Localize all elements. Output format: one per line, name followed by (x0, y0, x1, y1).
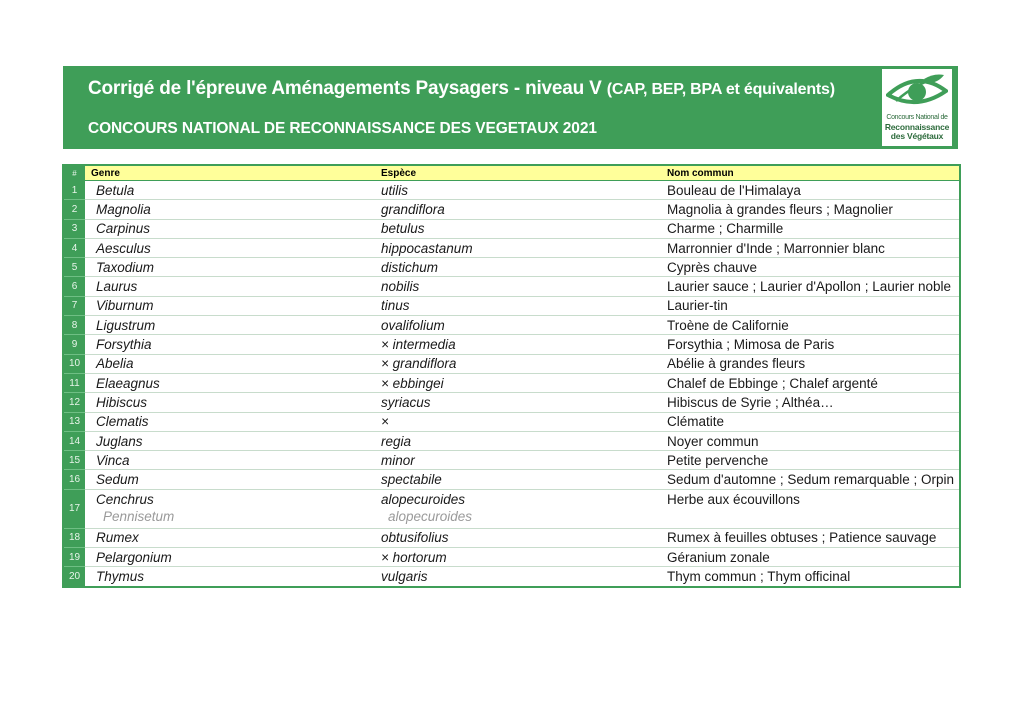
table-row (63, 431, 960, 450)
row-number: 12 (63, 393, 85, 412)
table-row (63, 277, 960, 296)
row-number: 13 (63, 412, 85, 431)
genre-cell: Ligustrum (85, 316, 375, 335)
nom-commun-cell: Cyprès chauve (661, 258, 960, 277)
espece-cell: distichum (375, 258, 661, 277)
table-row (63, 528, 960, 547)
nom-commun-cell: Charme ; Charmille (661, 219, 960, 238)
row-number: 6 (63, 277, 85, 296)
row-number: 16 (63, 470, 85, 489)
espece-cell: minor (375, 451, 661, 470)
logo-line-2: Reconnaissance (884, 121, 950, 132)
nom-commun-cell: Géranium zonale (661, 548, 960, 567)
row-number: 7 (63, 296, 85, 315)
genre-cell: Carpinus (85, 219, 375, 238)
espece-cell: obtusifolius (375, 528, 661, 547)
row-number: 19 (63, 548, 85, 567)
genre-cell: Pelargonium (85, 548, 375, 567)
espece-cell: hippocastanum (375, 238, 661, 257)
table-row (63, 373, 960, 392)
nom-commun-cell: Bouleau de l'Himalaya (661, 181, 960, 200)
genre-cell: Taxodium (85, 258, 375, 277)
title-qualifier: (CAP, BEP, BPA et équivalents) (606, 81, 835, 98)
row-number: 8 (63, 316, 85, 335)
espece-cell: syriacus (375, 393, 661, 412)
genre-cell: Magnolia (85, 200, 375, 219)
genre-cell: Sedum (85, 470, 375, 489)
espece-cell: grandiflora (375, 200, 661, 219)
espece-cell: regia (375, 431, 661, 450)
genre-name: Cenchrus (96, 491, 154, 507)
espece-cell: ovalifolium (375, 316, 661, 335)
espece-cell: betulus (375, 219, 661, 238)
espece-cell: tinus (375, 296, 661, 315)
espece-cell: × ebbingei (375, 373, 661, 392)
genre-cell: Elaeagnus (85, 373, 375, 392)
table-header-row (63, 165, 960, 181)
nom-commun-cell: Abélie à grandes fleurs (661, 354, 960, 373)
genre-cell: Laurus (85, 277, 375, 296)
nom-commun-cell: Forsythia ; Mimosa de Paris (661, 335, 960, 354)
table-row (63, 219, 960, 238)
nom-commun-cell: Clématite (661, 412, 960, 431)
header-nom-commun: Nom commun (661, 165, 960, 181)
genre-cell: Vinca (85, 451, 375, 470)
header-espece: Espèce (375, 165, 661, 181)
nom-commun-cell: Thym commun ; Thym officinal (661, 567, 960, 587)
table-row (63, 200, 960, 219)
genre-cell: Viburnum (85, 296, 375, 315)
row-number: 11 (63, 373, 85, 392)
genre-cell: Aesculus (85, 238, 375, 257)
espece-cell: × hortorum (375, 548, 661, 567)
genre-cell (85, 489, 375, 528)
table-row (63, 296, 960, 315)
nom-commun-cell: Marronnier d'Inde ; Marronnier blanc (661, 238, 960, 257)
plants-table (62, 164, 961, 588)
document-header (63, 66, 958, 149)
genre-cell: Thymus (85, 567, 375, 587)
genre-cell: Clematis (85, 412, 375, 431)
espece-cell: × intermedia (375, 335, 661, 354)
row-number: 5 (63, 258, 85, 277)
espece-cell: utilis (375, 181, 661, 200)
table-row (63, 470, 960, 489)
eye-leaf-icon (886, 71, 948, 113)
genre-synonym: Pennisetum (103, 508, 175, 524)
row-number: 20 (63, 567, 85, 587)
row-number: 10 (63, 354, 85, 373)
nom-commun-cell: Herbe aux écouvillons (661, 489, 960, 528)
espece-cell (375, 489, 661, 528)
table-row (63, 548, 960, 567)
nom-commun-cell: Chalef de Ebbinge ; Chalef argenté (661, 373, 960, 392)
row-number: 14 (63, 431, 85, 450)
genre-cell: Hibiscus (85, 393, 375, 412)
genre-cell: Rumex (85, 528, 375, 547)
espece-name: alopecuroides (381, 491, 466, 507)
table-row (63, 354, 960, 373)
table-row (63, 181, 960, 200)
document-title (88, 78, 835, 100)
logo-text (882, 113, 952, 142)
row-number: 9 (63, 335, 85, 354)
header-num: # (63, 165, 85, 181)
table-row (63, 412, 960, 431)
table-body (63, 181, 960, 587)
table-row (63, 567, 960, 587)
table-row (63, 316, 960, 335)
nom-commun-cell: Hibiscus de Syrie ; Althéa… (661, 393, 960, 412)
nom-commun-cell: Magnolia à grandes fleurs ; Magnolier (661, 200, 960, 219)
row-number: 3 (63, 219, 85, 238)
espece-cell: × grandiflora (375, 354, 661, 373)
table-row (63, 489, 960, 528)
espece-cell: nobilis (375, 277, 661, 296)
genre-cell: Abelia (85, 354, 375, 373)
genre-cell: Juglans (85, 431, 375, 450)
nom-commun-cell: Laurier-tin (661, 296, 960, 315)
table-row (63, 393, 960, 412)
contest-logo (882, 69, 952, 146)
nom-commun-cell: Sedum d'automne ; Sedum remarquable ; Orpin (661, 470, 960, 489)
nom-commun-cell: Petite pervenche (661, 451, 960, 470)
row-number: 1 (63, 181, 85, 200)
table-row (63, 238, 960, 257)
title-main: Corrigé de l'épreuve Aménagements Paysagers - niveau V (88, 78, 602, 99)
logo-line-1: Concours National de (886, 114, 948, 121)
genre-cell: Forsythia (85, 335, 375, 354)
row-number: 15 (63, 451, 85, 470)
table-row (63, 258, 960, 277)
espece-cell: spectabile (375, 470, 661, 489)
table-row (63, 335, 960, 354)
row-number: 18 (63, 528, 85, 547)
table-row (63, 451, 960, 470)
header-genre: Genre (85, 165, 375, 181)
espece-synonym: alopecuroides (388, 508, 473, 524)
espece-cell: vulgaris (375, 567, 661, 587)
row-number: 4 (63, 238, 85, 257)
row-number: 2 (63, 200, 85, 219)
row-number: 17 (63, 489, 85, 528)
genre-cell: Betula (85, 181, 375, 200)
logo-line-3: des Végétaux (890, 131, 944, 141)
espece-cell: × (375, 412, 661, 431)
nom-commun-cell: Laurier sauce ; Laurier d'Apollon ; Laurier noble (661, 277, 960, 296)
nom-commun-cell: Rumex à feuilles obtuses ; Patience sauvage (661, 528, 960, 547)
document-subtitle: CONCOURS NATIONAL DE RECONNAISSANCE DES VEGETAUX 2021 (88, 120, 597, 137)
nom-commun-cell: Troène de Californie (661, 316, 960, 335)
nom-commun-cell: Noyer commun (661, 431, 960, 450)
